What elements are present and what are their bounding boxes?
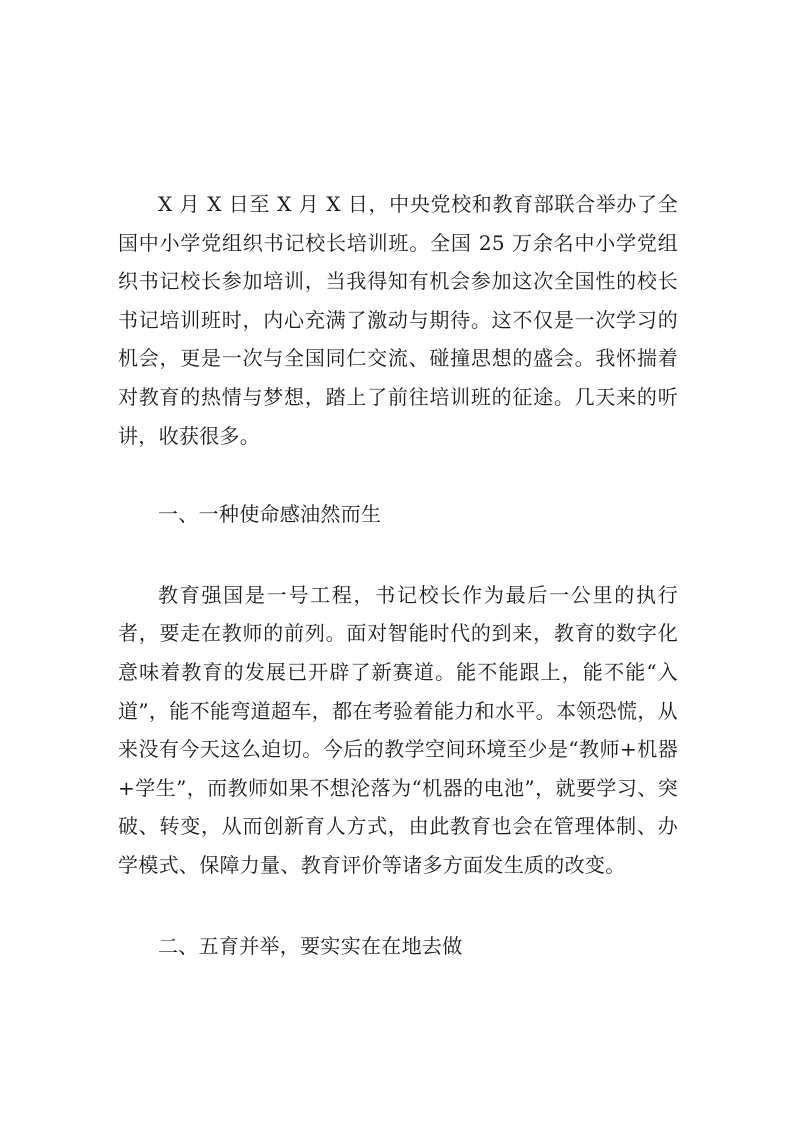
document-page [118,185,678,965]
intro-paragraph: X 月 X 日至 X 月 X 日，中央党校和教育部联合举办了全国中小学党组织书记校长培训班。全国 25 万余名中小学党组织书记校长参加培训，当我得知有机会参加这次全国性的校长书记培训班时，内心充满了激动与期待。这不仅是一次学习的机会，更是一次与全国同仁交流、碰撞思想的盛会。我怀揣着对教育的热情与梦想，踏上了前往培训班的征途。几天来的听讲，收获很多。 [118,192,678,448]
spacer [118,534,678,576]
section-1-paragraph: 教育强国是一号工程，书记校长作为最后一公里的执行者，要走在教师的前列。面对智能时代的到来，教育的数字化意味着教育的发展已开辟了新赛道。能不能跟上，能不能“入道”，能不能弯道超车，都在考验着能力和水平。本领恐慌，从来没有今天这么迫切。今后的教学空间环境至少是“教师+机器+学生”，而教师如果不想沦落为“机器的电池”，就要学习、突破、转变，从而创新育人方式，由此教育也会在管理体制、办学模式、保障力量、教育评价等诸多方面发生质的改变。 [118,582,678,877]
spacer [118,885,678,927]
spacer [118,455,678,495]
section-heading-1: 一、一种使命感油然而生 [158,502,382,527]
section-heading-2: 二、五育并举，要实实在在地去做 [158,933,463,958]
